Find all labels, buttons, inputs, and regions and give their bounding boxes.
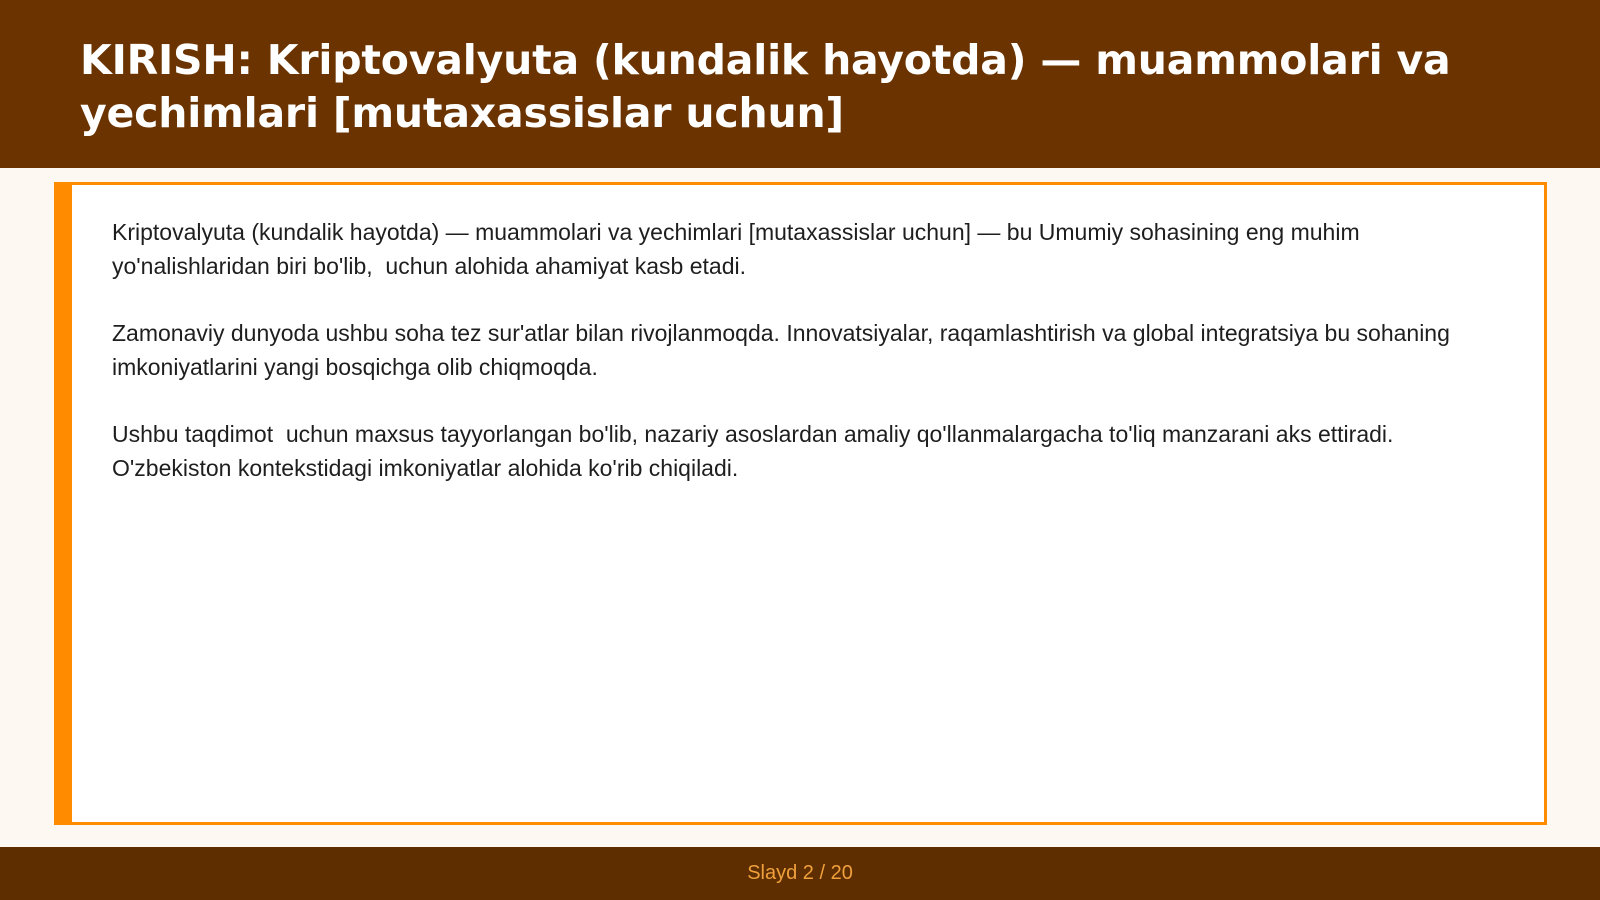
intro-paragraph: Kriptovalyuta (kundalik hayotda) — muammolari va yechimlari [mutaxassislar uchun] — bu Umumiy sohasining eng muhim yo'nalishlaridan biri bo'lib, uchun alohida ahamiyat kasb etadi. (112, 219, 1367, 279)
slide-title: KIRISH: Kriptovalyuta (kundalik hayotda) — muammolari va yechimlari [mutaxassislar uchun] (80, 36, 1451, 137)
slide-counter: Slayd 2 / 20 (747, 862, 853, 884)
slide-header (0, 0, 1600, 168)
content-box (54, 182, 1547, 825)
context-paragraph: Zamonaviy dunyoda ushbu soha tez sur'atlar bilan rivojlanmoqda. Innovatsiyalar, raqamlashtirish va global integratsiya bu sohaning imkoniyatlarini yangi bosqichga olib chiqmoqda. (112, 320, 1457, 380)
slide-footer (0, 847, 1600, 900)
purpose-paragraph: Ushbu taqdimot uchun maxsus tayyorlangan bo'lib, nazariy asoslardan amaliy qo'llanmalargacha to'liq manzarani aks ettiradi. O'zbekiston kontekstidagi imkoniyatlar alohida ko'rib chiqiladi. (112, 421, 1400, 481)
